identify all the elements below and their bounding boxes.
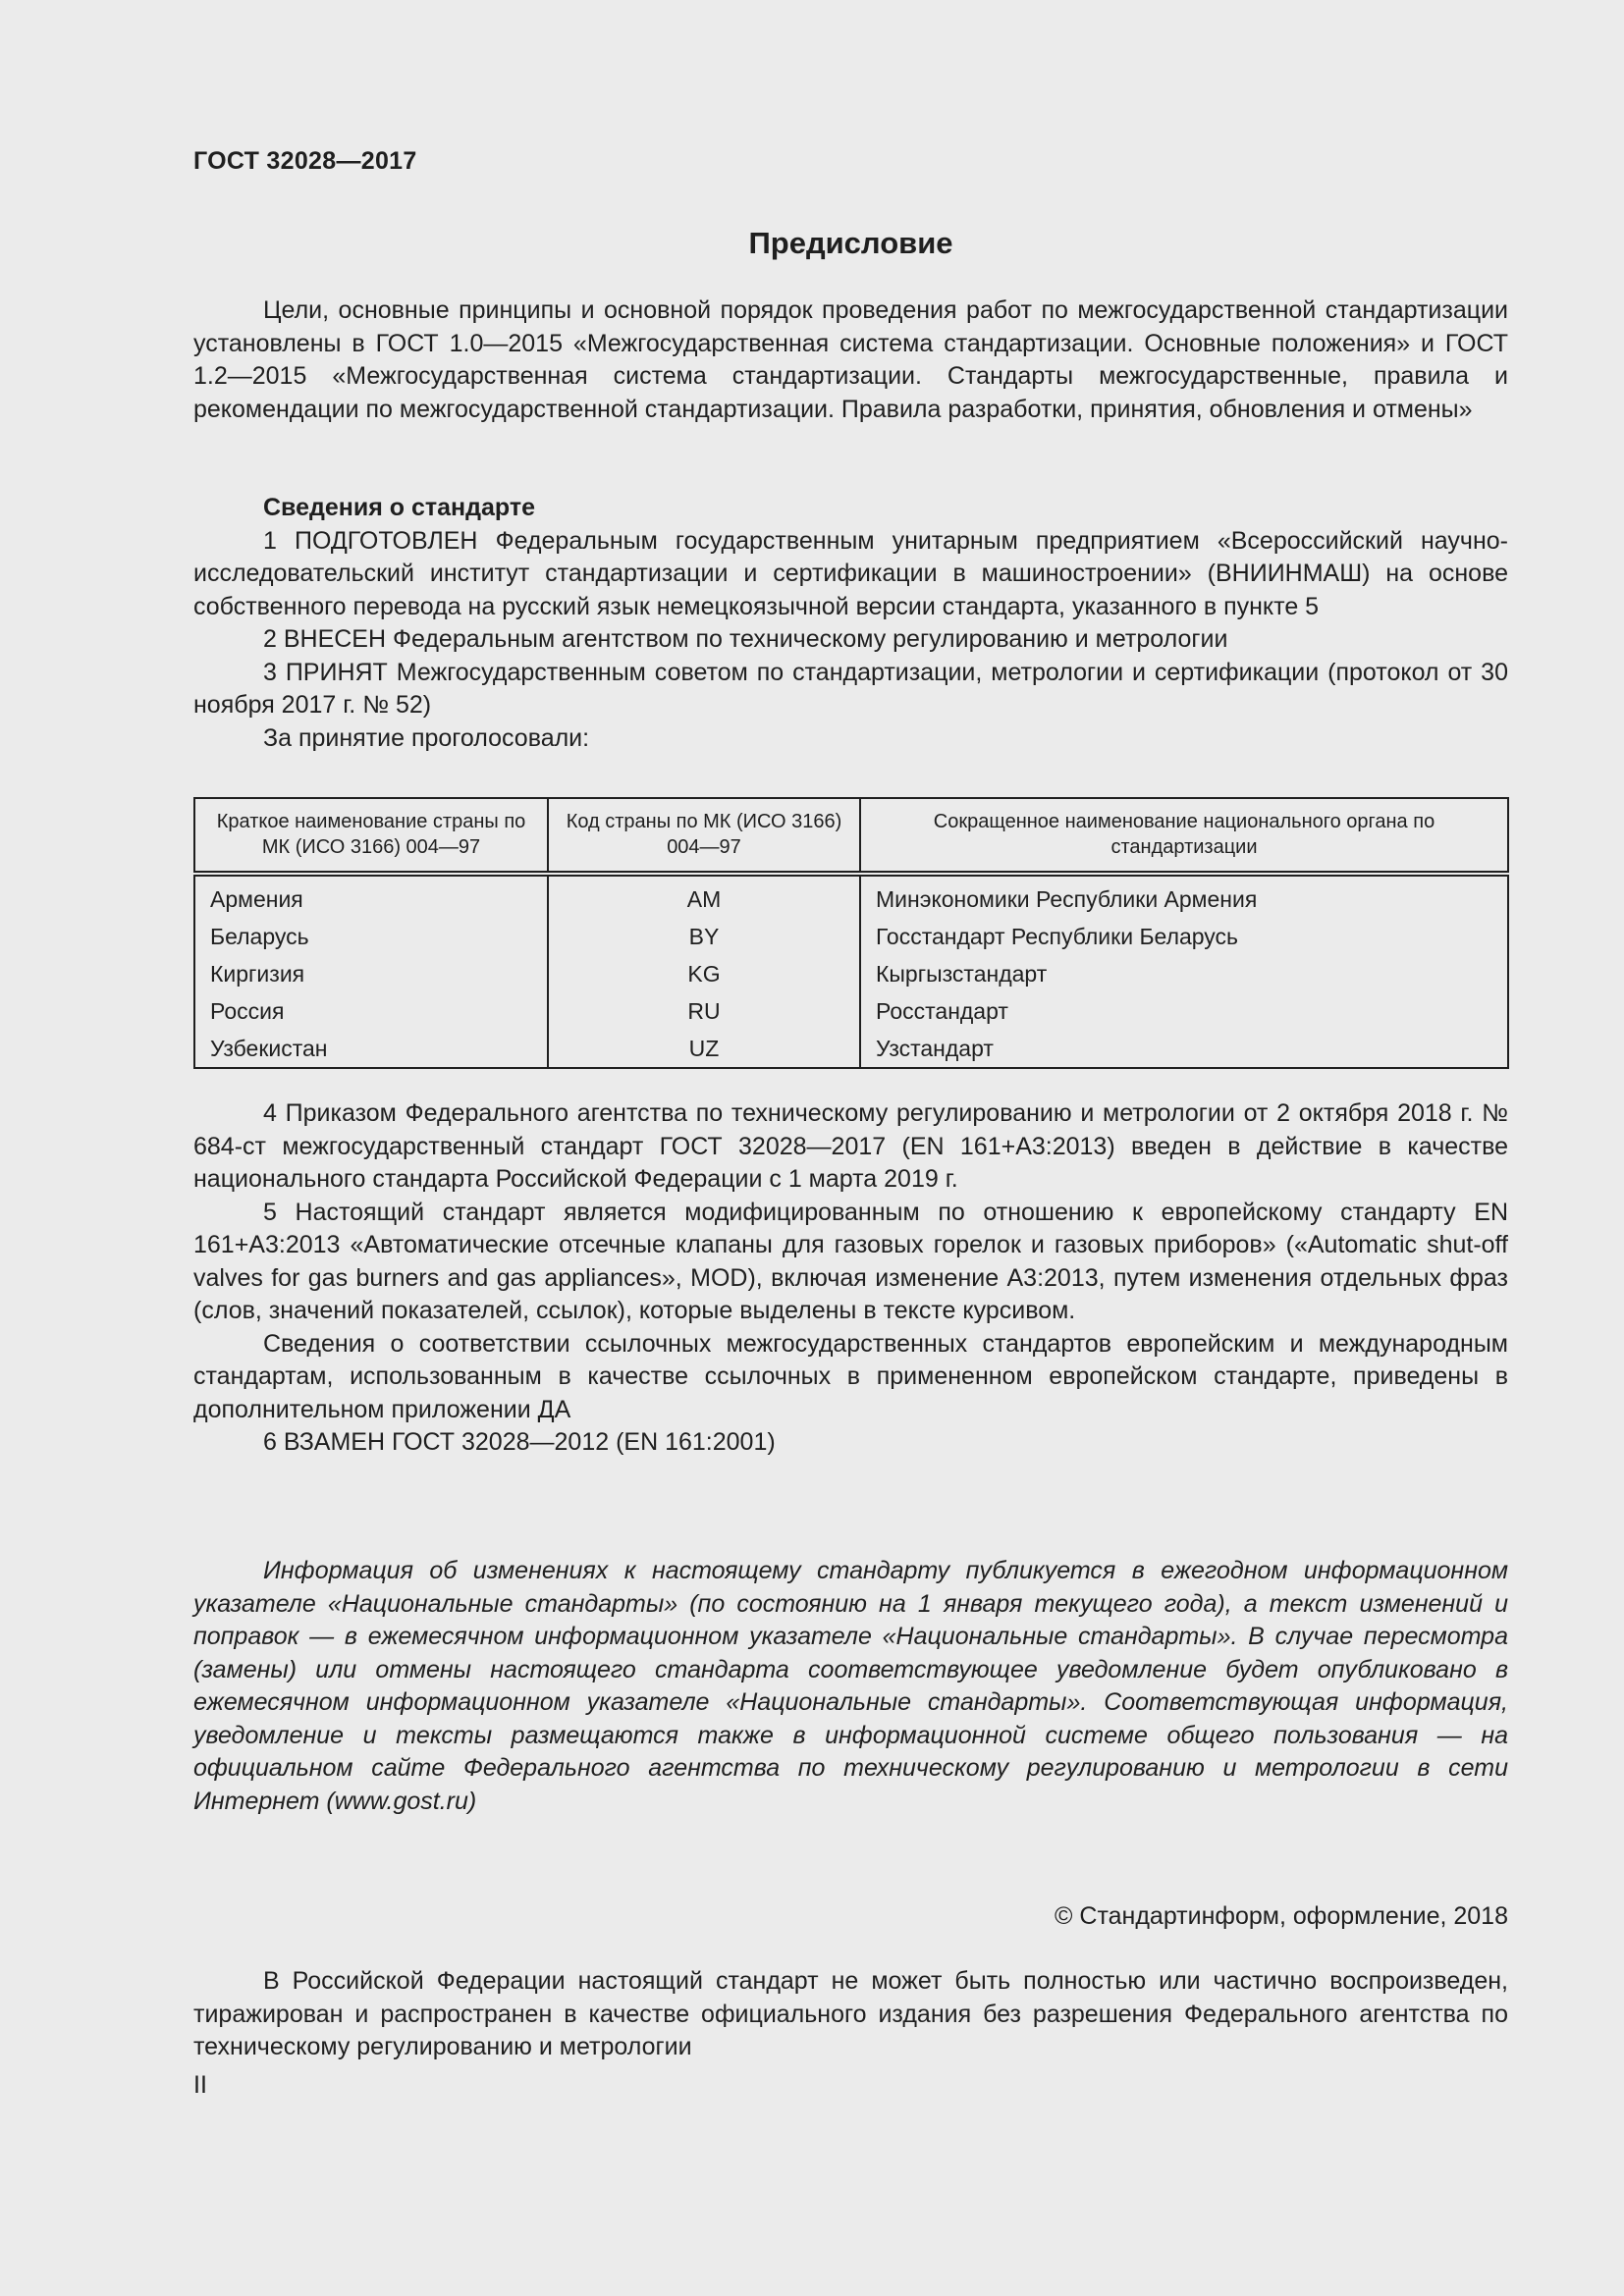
country-name: Узбекистан bbox=[194, 1030, 548, 1068]
table-header-row bbox=[194, 798, 1508, 874]
voted-label: За принятие проголосовали: bbox=[263, 723, 590, 752]
country-name: Киргизия bbox=[194, 955, 548, 992]
info-item-5: 5 Настоящий стандарт является модифицированным по отношению к европейскому стандарту EN 161+A3:2013 «Автоматические отсечные клапаны для газовых горелок и газовых приборов» («Automatic shut-off valves for gas burners and gas appliances», MOD), включая изменение A3:2013, путем изменения отдельных фраз (слов, значений показателей, ссылок), которые выделены в тексте курсивом. bbox=[193, 1198, 1508, 1324]
standard-info-continued bbox=[193, 1097, 1508, 1460]
voting-countries-table bbox=[193, 797, 1509, 1069]
header-national-body: Сокращенное наименование национального органа по стандартизации bbox=[860, 798, 1508, 874]
national-body: Минэкономики Республики Армения bbox=[860, 874, 1508, 918]
info-item-3: 3 ПРИНЯТ Межгосударственным советом по стандартизации, метрологии и сертификации (протокол от 30 ноября 2017 г. № 52) bbox=[193, 658, 1508, 719]
national-body: Кыргызстандарт bbox=[860, 955, 1508, 992]
standard-info-heading: Сведения о стандарте bbox=[263, 494, 536, 521]
table-row bbox=[194, 918, 1508, 955]
country-code: RU bbox=[548, 992, 860, 1030]
legal-section bbox=[193, 1965, 1508, 2064]
intro-section bbox=[193, 294, 1508, 426]
info-item-5-note: Сведения о соответствии ссылочных межгосударственных стандартов европейским и международным стандартам, использованным в качестве ссылочных в примененном европейском стандарте, приведены в дополнительном приложении ДА bbox=[193, 1329, 1508, 1423]
info-item-6: 6 ВЗАМЕН ГОСТ 32028—2012 (EN 161:2001) bbox=[263, 1428, 776, 1456]
country-name: Россия bbox=[194, 992, 548, 1030]
info-item-2: 2 ВНЕСЕН Федеральным агентством по техническому регулированию и метрологии bbox=[263, 625, 1228, 653]
standard-code: ГОСТ 32028—2017 bbox=[193, 147, 417, 175]
standard-info-section bbox=[193, 492, 1508, 755]
national-body: Узстандарт bbox=[860, 1030, 1508, 1068]
page-number: II bbox=[193, 2071, 207, 2099]
country-name: Армения bbox=[194, 874, 548, 918]
table-row bbox=[194, 955, 1508, 992]
page-title: Предисловие bbox=[748, 226, 953, 260]
table-row bbox=[194, 992, 1508, 1030]
header-country-name: Краткое наименование страны по МК (ИСО 3166) 004—97 bbox=[194, 798, 548, 874]
national-body: Росстандарт bbox=[860, 992, 1508, 1030]
legal-notice: В Российской Федерации настоящий стандарт не может быть полностью или частично воспроизведен, тиражирован и распространен в качестве официального издания без разрешения Федерального агентства по техническому регулированию и метрологии bbox=[193, 1967, 1508, 2060]
info-item-1: 1 ПОДГОТОВЛЕН Федеральным государственным унитарным предприятием «Всероссийский научно-исследовательский институт стандартизации и сертификации в машиностроении» (ВНИИНМАШ) на основе собственного перевода на русский язык немецкоязычной версии стандарта, указанного в пункте 5 bbox=[193, 526, 1508, 620]
header-country-code: Код страны по МК (ИСО 3166) 004—97 bbox=[548, 798, 860, 874]
info-item-4: 4 Приказом Федерального агентства по техническому регулированию и метрологии от 2 октября 2018 г. № 684-ст межгосударственный стандарт ГОСТ 32028—2017 (EN 161+A3:2013) введен в действие в качестве национального стандарта Российской Федерации с 1 марта 2019 г. bbox=[193, 1099, 1508, 1193]
table-row bbox=[194, 874, 1508, 918]
copyright-section bbox=[193, 1900, 1508, 1934]
national-body: Госстандарт Республики Беларусь bbox=[860, 918, 1508, 955]
country-code: KG bbox=[548, 955, 860, 992]
table-row bbox=[194, 1030, 1508, 1068]
change-notice: Информация об изменениях к настоящему стандарту публикуется в ежегодном информационном указателе «Национальные стандарты» (по состоянию на 1 января текущего года), а текст изменений и поправок — в ежемесячном информационном указателе «Национальные стандарты». В случае пересмотра (замены) или отмены настоящего стандарта соответствующее уведомление будет опубликовано в ежемесячном информационном указателе «Национальные стандарты». Соответствующая информация, уведомление и тексты размещаются также в информационной системе общего пользования — на официальном сайте Федерального агентства по техническому регулированию и метрологии в сети Интернет (www.gost.ru) bbox=[193, 1557, 1508, 1815]
copyright-line: © Стандартинформ, оформление, 2018 bbox=[1055, 1902, 1508, 1930]
change-notice-section bbox=[193, 1555, 1508, 1818]
country-code: UZ bbox=[548, 1030, 860, 1068]
country-code: AM bbox=[548, 874, 860, 918]
country-code: BY bbox=[548, 918, 860, 955]
intro-paragraph: Цели, основные принципы и основной порядок проведения работ по межгосударственной стандартизации установлены в ГОСТ 1.0—2015 «Межгосударственная система стандартизации. Основные положения» и ГОСТ 1.2—2015 «Межгосударственная система стандартизации. Стандарты межгосударственные, правила и рекомендации по межгосударственной стандартизации. Правила разработки, принятия, обновления и отмены» bbox=[193, 296, 1508, 423]
country-name: Беларусь bbox=[194, 918, 548, 955]
